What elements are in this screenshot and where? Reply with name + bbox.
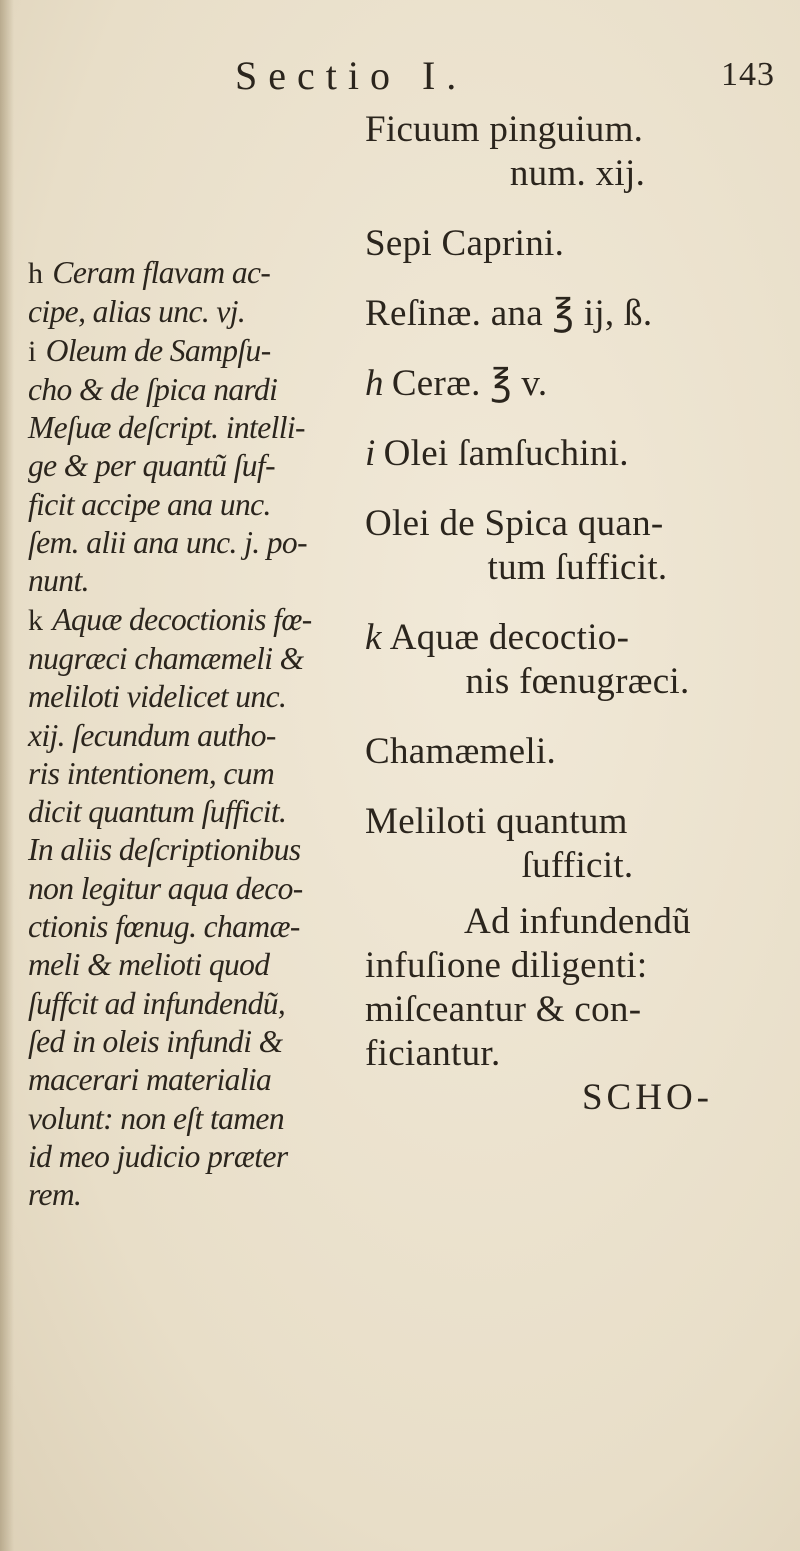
note-line — [28, 524, 348, 562]
reference-marker: h — [365, 363, 384, 404]
recipe-line — [365, 432, 790, 476]
recipe-line — [365, 1032, 790, 1076]
recipe-text: ſufficit. — [521, 845, 634, 886]
note-line — [28, 908, 348, 946]
note-text: cho & de ſpica nardi — [28, 371, 278, 407]
note-text: ris intentionem, cum — [28, 755, 275, 791]
note-line — [28, 486, 348, 524]
note-line — [28, 640, 348, 678]
note-line — [28, 1176, 348, 1214]
note-line — [28, 409, 348, 447]
recipe-line — [365, 362, 790, 406]
recipe-line — [365, 660, 790, 704]
note-text: Ceram flavam ac- — [52, 255, 271, 290]
marginal-note — [28, 254, 348, 332]
note-line — [28, 254, 348, 293]
recipe-column — [365, 108, 790, 1120]
note-text: non legitur aqua deco- — [28, 870, 303, 906]
recipe-text: Olei ſamſuchini. — [383, 433, 629, 474]
recipe-text: SCHO- — [581, 1077, 714, 1118]
note-line — [28, 447, 348, 485]
section-title: Sectio I. — [235, 53, 468, 98]
recipe-text: Ficuum pinguium. — [365, 109, 644, 150]
note-text: Aquæ decoctionis fœ- — [52, 601, 312, 637]
recipe-text: Ad infundendũ — [464, 901, 691, 942]
note-marker: i — [28, 334, 36, 368]
note-text: ſem. alii ana unc. j. po- — [28, 525, 307, 561]
note-line — [28, 601, 348, 640]
note-line — [28, 562, 348, 600]
recipe-text: num. xij. — [509, 153, 646, 194]
note-text: Meſuæ deſcript. intelli- — [28, 410, 305, 446]
recipe-line — [365, 292, 790, 336]
recipe-text: miſceantur & con- — [365, 989, 642, 1030]
recipe-text: Aquæ decoctio- — [389, 617, 630, 658]
recipe-line — [365, 152, 790, 196]
note-text: xij. ſecundum autho- — [28, 717, 276, 753]
recipe-line — [365, 502, 790, 546]
note-line — [28, 293, 348, 331]
note-line — [28, 755, 348, 793]
recipe-text: Ceræ. ℥ v. — [391, 363, 548, 404]
note-text: ficit accipe ana unc. — [28, 486, 271, 522]
note-text: meli & melioti quod — [28, 947, 270, 983]
note-line — [28, 717, 348, 755]
recipe-text: ficiantur. — [365, 1033, 501, 1074]
note-text: volunt: non eſt tamen — [28, 1100, 284, 1136]
note-text: nugræci chamæmeli & — [28, 640, 304, 676]
recipe-text: Reſinæ. ana ℥ ij, ß. — [365, 293, 653, 334]
recipe-text: Chamæmeli. — [365, 731, 557, 772]
recipe-text: Sepi Caprini. — [365, 223, 565, 264]
note-line — [28, 831, 348, 869]
recipe-line — [365, 108, 790, 152]
reference-marker: k — [365, 617, 382, 658]
note-text: ctionis fœnug. chamæ- — [28, 909, 300, 945]
note-text: id meo judicio præter — [28, 1138, 288, 1174]
recipe-line — [365, 1076, 790, 1120]
recipe-line — [365, 730, 790, 774]
recipe-line — [365, 616, 790, 660]
note-text: rem. — [28, 1177, 82, 1213]
running-head — [235, 52, 775, 102]
recipe-line — [365, 800, 790, 844]
marginal-note — [28, 332, 348, 601]
note-text: dicit quantum ſufficit. — [28, 794, 287, 830]
note-line — [28, 870, 348, 908]
note-text: nunt. — [28, 563, 89, 599]
note-text: ge & per quantũ ſuf- — [28, 448, 275, 484]
note-line — [28, 678, 348, 716]
page-number: 143 — [721, 56, 775, 93]
note-line — [28, 985, 348, 1023]
recipe-line — [365, 844, 790, 888]
reference-marker: i — [365, 433, 376, 474]
marginal-note — [28, 601, 348, 1215]
recipe-line — [365, 988, 790, 1032]
note-line — [28, 1100, 348, 1138]
note-marker: h — [28, 257, 43, 290]
note-line — [28, 946, 348, 984]
recipe-line — [365, 222, 790, 266]
recipe-text: Olei de Spica quan- — [365, 503, 664, 544]
note-line — [28, 1138, 348, 1176]
note-line — [28, 1023, 348, 1061]
recipe-text: tum ſufficit. — [487, 547, 668, 588]
note-text: Oleum de Sampſu- — [45, 332, 271, 368]
note-line — [28, 371, 348, 409]
note-marker: k — [28, 603, 43, 637]
recipe-line — [365, 900, 790, 944]
note-line — [28, 1061, 348, 1099]
recipe-line — [365, 944, 790, 988]
note-line — [28, 332, 348, 371]
marginal-notes-column — [28, 254, 348, 1214]
note-text: ſuffcit ad infundendũ, — [28, 985, 286, 1021]
note-text: cipe, alias unc. vj. — [28, 294, 246, 330]
recipe-line — [365, 546, 790, 590]
note-text: macerari materialia — [28, 1062, 272, 1098]
note-text: meliloti videlicet unc. — [28, 679, 287, 715]
note-text: ſed in oleis infundi & — [28, 1023, 283, 1059]
recipe-text: nis fœnugræci. — [465, 661, 690, 702]
recipe-text: infuſione diligenti: — [365, 945, 648, 986]
note-text: In aliis deſcriptionibus — [28, 832, 301, 868]
recipe-text: Meliloti quantum — [365, 801, 628, 842]
spine-shadow — [0, 0, 14, 1551]
note-line — [28, 793, 348, 831]
